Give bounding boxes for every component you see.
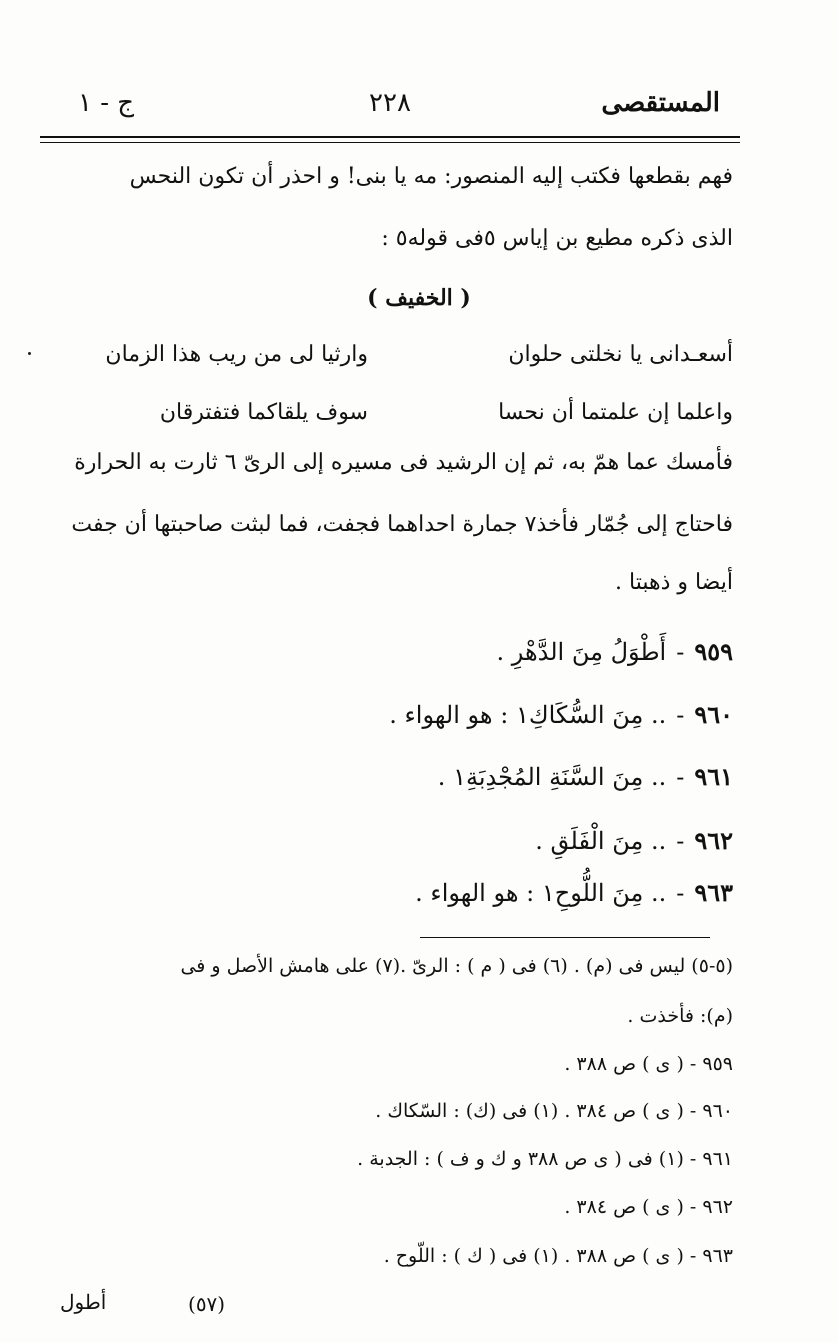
footnote-line-6: ٩٦٢ - ( ى ) ص ٣٨٤ . [564,1196,733,1218]
poem-meter: ( الخفيف ) [367,285,471,311]
entry-text: .. مِنَ السُّكَاكِ١ : هو الهواء . [389,701,667,729]
footnote-line-7: ٩٦٣ - ( ى ) ص ٣٨٨ . (١) فى ( ك ) : اللّوح . [383,1245,733,1267]
entry-number: ٩٦١ [694,762,733,791]
body-line-1: فهم بقطعها فكتب إليه المنصور: مه يا بنى! و احذر أن تكون النحس [129,164,733,189]
print-speck [28,352,31,355]
signature-mark: (٥٧) [188,1292,226,1316]
entry-text: .. مِنَ اللُّوحِ١ : هو الهواء . [415,879,667,907]
body-line-7: أيضا و ذهبتا . [615,570,733,595]
verse-2-second-hemistich: سوف يلقاكما فتفترقان [159,400,368,425]
entry-number: ٩٦٢ [694,826,733,855]
proverb-entry: ٩٦٢-.. مِنَ الْفَلَقِ . [535,826,733,855]
entry-number: ٩٥٩ [694,637,733,666]
header-rule-thick [40,136,740,138]
header-rule-thin [40,142,740,143]
body-line-5: فأمسك عما همّ به، ثم إن الرشيد فى مسيره إلى الرىّ ٦ ثارت به الحرارة [74,450,733,475]
footnote-line-5: ٩٦١ - (١) فى ( ى ص ٣٨٨ و ك و ف ) : الجدبة . [357,1148,733,1170]
entry-number: ٩٦٣ [694,878,733,907]
page-number: ٢٢٨ [369,88,411,118]
entry-number: ٩٦٠ [694,700,733,729]
volume-label: ج - ١ [78,88,135,118]
verse-1-second-hemistich: وارثيا لى من ريب هذا الزمان [105,342,368,367]
verse-1-first-hemistich: أسعـدانى يا نخلتى حلوان [508,342,733,367]
footnote-line-3: ٩٥٩ - ( ى ) ص ٣٨٨ . [564,1053,733,1075]
body-line-6: فاحتاج إلى جُمّار فأخذ٧ جمارة احداهما فجفت، فما لبثت صاحبتها أن جفت [71,512,733,537]
catchword: أطول [60,1290,107,1314]
book-title: المستقصى [601,88,720,118]
verse-2-first-hemistich: واعلما إن علمتما أن نحسا [498,400,733,425]
footnote-rule [420,937,710,938]
proverb-entry: ٩٦٠-.. مِنَ السُّكَاكِ١ : هو الهواء . [389,700,733,729]
entry-text: .. مِنَ الْفَلَقِ . [535,827,667,855]
proverb-entry: ٩٦٣-.. مِنَ اللُّوحِ١ : هو الهواء . [415,878,733,907]
proverb-entry: ٩٦١-.. مِنَ السَّنَةِ المُجْدِبَةِ١ . [437,762,733,791]
footnote-line-2: (م): فأخذت . [627,1005,733,1027]
entry-text: أَطْوَلُ مِنَ الدَّهْرِ . [496,638,667,666]
footnote-line-4: ٩٦٠ - ( ى ) ص ٣٨٤ . (١) فى (ك) : السّكاك . [375,1100,733,1122]
body-line-2: الذى ذكره مطيع بن إياس ٥فى قوله٥ : [381,226,733,251]
page-header [40,88,740,132]
proverb-entry: ٩٥٩-أَطْوَلُ مِنَ الدَّهْرِ . [496,637,733,666]
footnote-line-1: (٥-٥) ليس فى (م) . (٦) فى ( م ) : الرىّ .(٧) على هامش الأصل و فى [180,955,733,977]
entry-text: .. مِنَ السَّنَةِ المُجْدِبَةِ١ . [437,763,667,791]
